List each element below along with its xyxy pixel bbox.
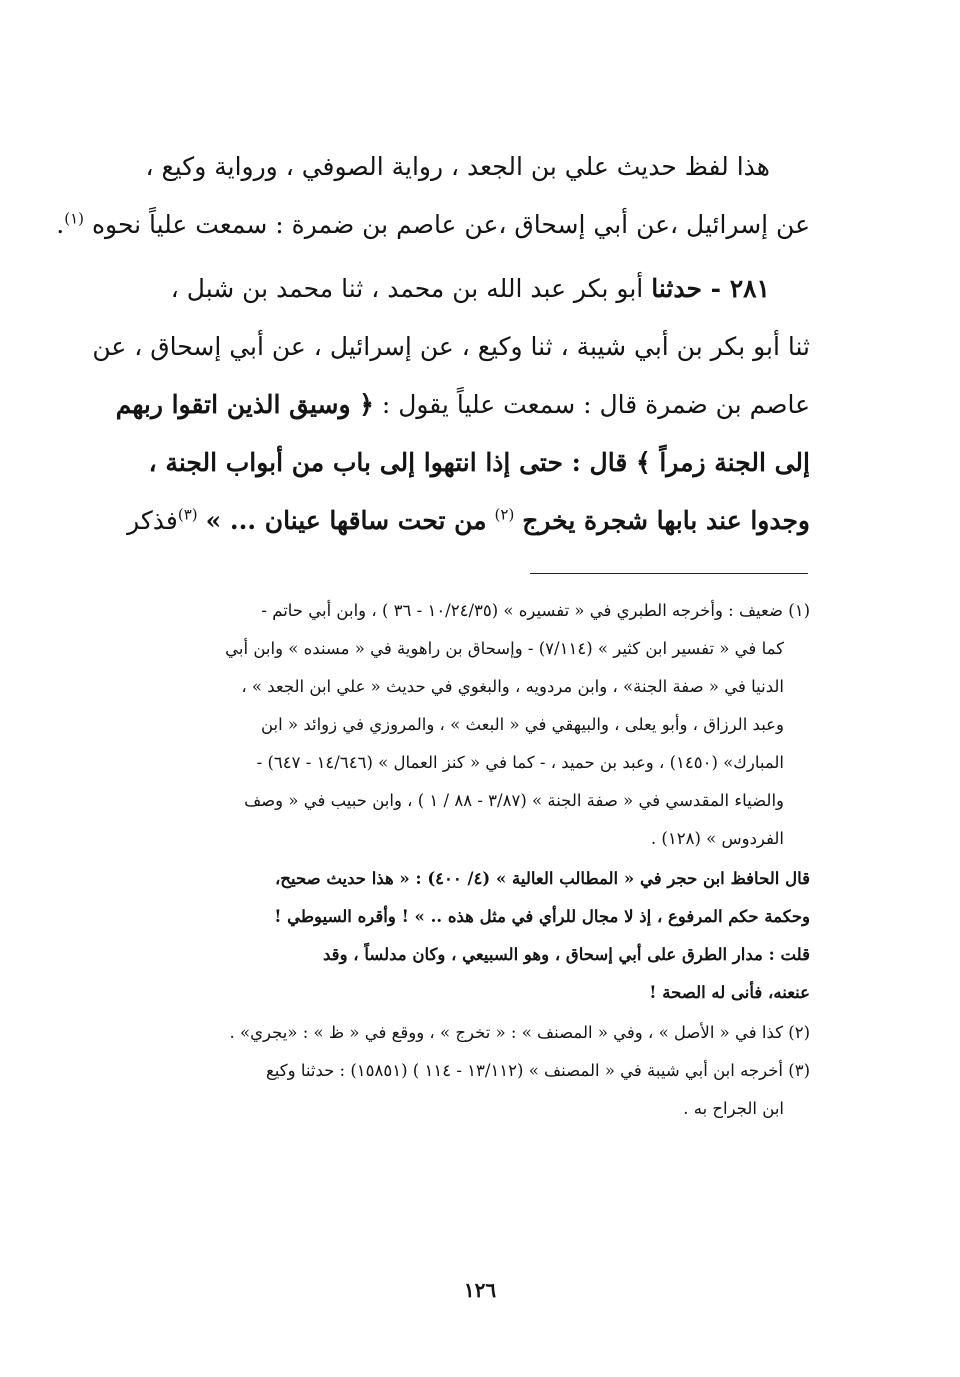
text-line: عن إسرائيل ،عن أبي إسحاق ،عن عاصم بن ضمرة : سمعت علياً نحوه $^{(١)}$. bbox=[56, 209, 810, 239]
hadith-number: ٢٨١ - حدثنا bbox=[651, 274, 770, 303]
text-line: عاصم بن ضمرة قال : سمعت علياً يقول : ﴿ وسيق الذين اتقوا ربهم bbox=[115, 390, 810, 419]
footnote-ref: (١) bbox=[64, 209, 84, 228]
page-number: ١٢٦ bbox=[463, 1278, 497, 1302]
main-text bbox=[56, 138, 810, 550]
footnote-1-comment: عنعنه، فأنى له الصحة ! bbox=[649, 983, 810, 1002]
footnote-1-line: وعبد الرزاق ، وأبو يعلى ، والبيهقي في « البعث » ، والمروزي في زوائد « ابن bbox=[261, 715, 784, 734]
footnote-1-line: الدنيا في « صفة الجنة» ، وابن مردويه ، والبغوي في حديث « علي ابن الجعد » ، bbox=[241, 677, 784, 696]
text-line: هذا لفظ حديث علي بن الجعد ، رواية الصوفي ، ورواية وكيع ، bbox=[145, 152, 770, 181]
footnote-divider bbox=[530, 573, 808, 574]
text-line: وجدوا عند بابها شجرة يخرج $^{(٢)}$ من تحت ساقها عينان ... » $^{(٣)}$فذكر bbox=[127, 505, 810, 535]
footnote-1-comment: قال الحافظ ابن حجر في « المطالب العالية » (٤/ ٤٠٠) : « هذا حديث صحيح، bbox=[274, 869, 810, 888]
text-line: ثنا أبو بكر بن أبي شيبة ، ثنا وكيع ، عن إسرائيل ، عن أبي إسحاق ، عن bbox=[92, 332, 810, 361]
footnote-1-line: المبارك» (١٤٥٠) ، وعبد بن حميد ، - كما في « كنز العمال » (١٤/٦٤٦ - ٦٤٧) - bbox=[256, 753, 784, 772]
footnote-1-line: كما في « تفسير ابن كثير » (٧/١١٤) - وإسحاق بن راهوية في « مسنده » وابن أبي bbox=[225, 639, 784, 658]
footnote-1-line: والضياء المقدسي في « صفة الجنة » (٣/٨٧ - ٨٨ / ١ ) ، وابن حبيب في « وصف bbox=[244, 791, 784, 810]
footnote-2: (٢) كذا في « الأصل » ، وفي « المصنف » : « تخرج » ، ووقع في « ظ » : «يجري» . bbox=[229, 1023, 810, 1042]
hadith-opening-line: ٢٨١ - حدثنا أبو بكر عبد الله بن محمد ، ثنا محمد بن شبل ، bbox=[170, 274, 770, 303]
footnote-ref: (٢) bbox=[494, 505, 515, 524]
quran-quote: ﴿ وسيق الذين اتقوا ربهم bbox=[115, 390, 374, 419]
footnote-1-line: الفردوس » (١٢٨) . bbox=[650, 829, 784, 848]
footnote-1-line: (١) ضعيف : وأخرجه الطبري في « تفسيره » (١٠/٢٤/٣٥ - ٣٦ ) ، وابن أبي حاتم - bbox=[261, 601, 810, 620]
text-line: إلى الجنة زمراً ﴾ قال : حتى إذا انتهوا إلى باب من أبواب الجنة ، bbox=[148, 448, 810, 477]
footnote-ref: (٣) bbox=[177, 505, 198, 524]
footnotes bbox=[118, 592, 810, 1128]
footnote-1-comment: قلت : مدار الطرق على أبي إسحاق ، وهو السبيعي ، وكان مدلساً ، وقد bbox=[323, 945, 810, 964]
footnote-3-line: (٣) أخرجه ابن أبي شيبة في « المصنف » (١٣/١١٢ - ١١٤ ) (١٥٨٥١) : حدثنا وكيع bbox=[266, 1061, 810, 1080]
footnote-3-line: ابن الجراح به . bbox=[683, 1099, 784, 1118]
footnote-1-comment: وحكمة حكم المرفوع ، إذ لا مجال للرأي في مثل هذه .. » ! وأقره السيوطي ! bbox=[274, 907, 810, 926]
